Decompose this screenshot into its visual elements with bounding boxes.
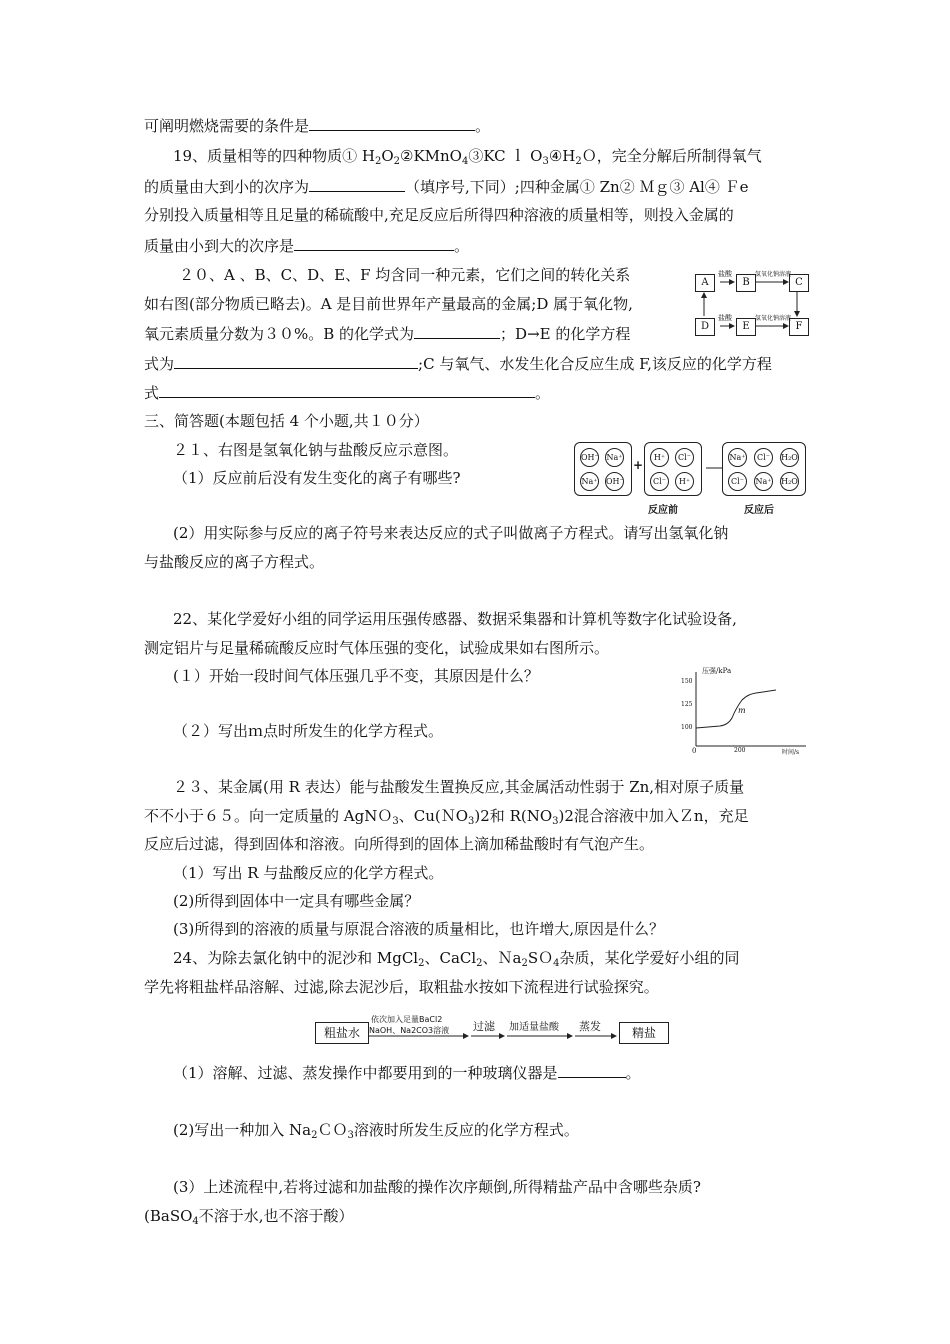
q22-part1: (１）开始一段时间气体压强几乎不变，其原因是什么？: [173, 667, 539, 685]
q24-line2: 学先将粗盐样品溶解、过滤,除去泥沙后，取粗盐水按如下流程进行试验探究。: [144, 978, 659, 996]
q24-part3-line2: (BaSO$_4$不溶于水,也不溶于酸）: [144, 1207, 354, 1227]
q20-line5: 式 。: [144, 384, 551, 402]
edge-label-ef: 氢氧化钠溶液: [755, 315, 792, 322]
ion-na: Na⁺: [728, 448, 747, 467]
y-tick: 125: [681, 701, 693, 708]
flow-step3: 加适量盐酸: [509, 1022, 559, 1033]
x-tick: 200: [734, 747, 746, 754]
q24-process-flow: [313, 1014, 673, 1048]
answer-blank[interactable]: [174, 353, 418, 369]
edge-label-de: 盐酸: [718, 314, 732, 322]
ion-na: Na⁺: [754, 472, 773, 491]
y-tick: 100: [681, 724, 693, 731]
hcl-box: [644, 442, 702, 496]
ion-cl: Cl⁻: [754, 448, 773, 467]
answer-blank[interactable]: [309, 115, 475, 131]
products-box: [722, 442, 806, 496]
ion-na: Na⁺: [580, 472, 599, 491]
q19-line1: 19、质量相等的四种物质① $H_2O_2②KMnO_4③KC$ ｌ $O_3④H_2O$，完全分解后所制得氧气: [173, 147, 762, 167]
node-d: D: [695, 318, 715, 336]
q24-part2: (2)写出一种加入 $Na_2CO_3$溶液时所发生反应的化学方程式。: [173, 1121, 579, 1141]
answer-blank[interactable]: [159, 382, 535, 398]
q23-line3: 反应后过滤，得到固体和溶液。向所得到的固体上滴加稀盐酸时有气泡产生。: [144, 835, 655, 853]
q24-line1: 24、为除去氯化钠中的泥沙和 MgCl$_2$、CaCl$_2$、Ｎa$_2$SＯ$_4$杂质，某化学爱好小组的同: [173, 949, 740, 969]
point-m-label: m: [738, 706, 746, 715]
q20-line3: 氧元素质量分数为３０%。B 的化学式为 ；D→E 的化学方程: [144, 325, 631, 343]
edge-label-ab: 盐酸: [718, 270, 732, 278]
plus-sign: +: [633, 458, 644, 472]
q23-part1: （1）写出 R 与盐酸反应的化学方程式。: [173, 864, 444, 882]
q23-part2: (2)所得到固体中一定具有哪些金属？: [173, 892, 420, 910]
q22-pressure-graph: [676, 666, 810, 758]
answer-blank[interactable]: [414, 323, 500, 339]
ion-cl: Cl⁻: [675, 448, 694, 467]
q20-line1: ２０、A 、B、C、D、E、F 均含同一种元素，它们之间的转化关系: [179, 266, 631, 284]
label-before: 反应前: [648, 505, 678, 516]
q22-part2: （２）写出ｍ点时所发生的化学方程式。: [173, 722, 444, 740]
x-axis-label: 时间/s: [782, 749, 800, 756]
q22-line2: 测定铝片与足量稀硫酸反应时气体压强的变化，试验成果如右图所示。: [144, 639, 610, 657]
molecule-water: H₂O: [780, 448, 799, 467]
q21-part1: （1）反应前后没有发生变化的离子有哪些?: [173, 469, 461, 487]
q23-part3: (3)所得到的溶液的质量与原混合溶液的质量相比，也许增大,原因是什么？: [173, 920, 665, 938]
q20-conversion-diagram: [692, 266, 812, 342]
node-b: B: [736, 274, 756, 292]
x-tick: 0: [692, 747, 697, 755]
y-axis-label: 压强/kPa: [702, 667, 732, 675]
edge-label-bc: 氢氧化钠溶液: [755, 271, 792, 278]
flow-start-box: 粗盐水: [315, 1022, 369, 1044]
q19-line3: 分别投入质量相等且足量的稀硫酸中,充足反应后所得四种溶液的质量相等，则投入金属的: [144, 206, 734, 224]
ion-oh: OH⁻: [605, 472, 624, 491]
flow-step1-top: 依次加入足量BaCl2: [371, 1015, 443, 1024]
q21-part2-line2: 与盐酸反应的离子方程式。: [144, 553, 325, 571]
flow-step4: 蒸发: [579, 1020, 601, 1033]
answer-blank[interactable]: [294, 235, 454, 251]
node-e: E: [736, 318, 756, 336]
y-tick: 150: [681, 678, 693, 685]
ion-h: H⁺: [650, 448, 669, 467]
q18-tail: 可阐明燃烧需要的条件是 。: [144, 117, 491, 135]
node-a: A: [695, 274, 715, 292]
flow-step2: 过滤: [473, 1020, 495, 1033]
label-after: 反应后: [744, 505, 774, 516]
q24-part3-line1: (3）上述流程中,若将过滤和加盐酸的操作次序颠倒,所得精盐产品中含哪些杂质?: [173, 1178, 701, 1196]
ion-oh: OH⁻: [580, 448, 599, 467]
q21-line1: ２１、右图是氢氧化钠与盐酸反应示意图。: [173, 441, 459, 459]
answer-blank[interactable]: [558, 1062, 626, 1078]
q20-line2: 如右图(部分物质已略去)。A 是目前世界年产量最高的金属;D 属于氧化物,: [144, 295, 633, 313]
q23-line1: ２３、某金属(用 R 表达）能与盐酸发生置换反应,其金属活动性弱于 Zn,相对原子质量: [173, 778, 745, 796]
q19-line2: 的质量由大到小的次序为 （填序号,下同）;四种金属① Zn② Ｍｇ③ Al④ Ｆe: [144, 178, 749, 196]
node-f: F: [789, 318, 809, 336]
flow-step1-bottom: NaOH、Na2CO3溶液: [369, 1026, 450, 1035]
q23-line2: 不不小于６５。向一定质量的 AgNＯ$_3$、Cu(ＮO$_3$)2和 $R(NO_3)2$混合溶液中加入Ｚn，充足: [144, 807, 749, 827]
q19-line4: 质量由小到大的次序是 。: [144, 237, 470, 255]
q21-ion-diagram: [572, 440, 810, 518]
naoh-box: [574, 442, 632, 496]
q21-part2-line1: (2）用实际参与反应的离子符号来表达反应的式子叫做离子方程式。请写出氢氧化钠: [173, 524, 729, 542]
q20-line4: 式为 ;C 与氧气、水发生化合反应生成 F,该反应的化学方程: [144, 355, 772, 373]
ion-cl: Cl⁻: [728, 472, 747, 491]
section-3-heading: 三、简答题(本题包括 4 个小题,共１０分）: [144, 412, 429, 430]
answer-blank[interactable]: [309, 176, 405, 192]
ion-cl: Cl⁻: [650, 472, 669, 491]
ion-h: H⁺: [675, 472, 694, 491]
node-c: C: [789, 274, 809, 292]
q24-part1: （1）溶解、过滤、蒸发操作中都要用到的一种玻璃仪器是 。: [173, 1064, 641, 1082]
flow-end-box: 精盐: [619, 1022, 669, 1044]
q22-line1: 22、某化学爱好小组的同学运用压强传感器、数据采集器和计算机等数字化试验设备,: [173, 610, 737, 628]
molecule-water: H₂O: [780, 472, 799, 491]
ion-na: Na⁺: [605, 448, 624, 467]
